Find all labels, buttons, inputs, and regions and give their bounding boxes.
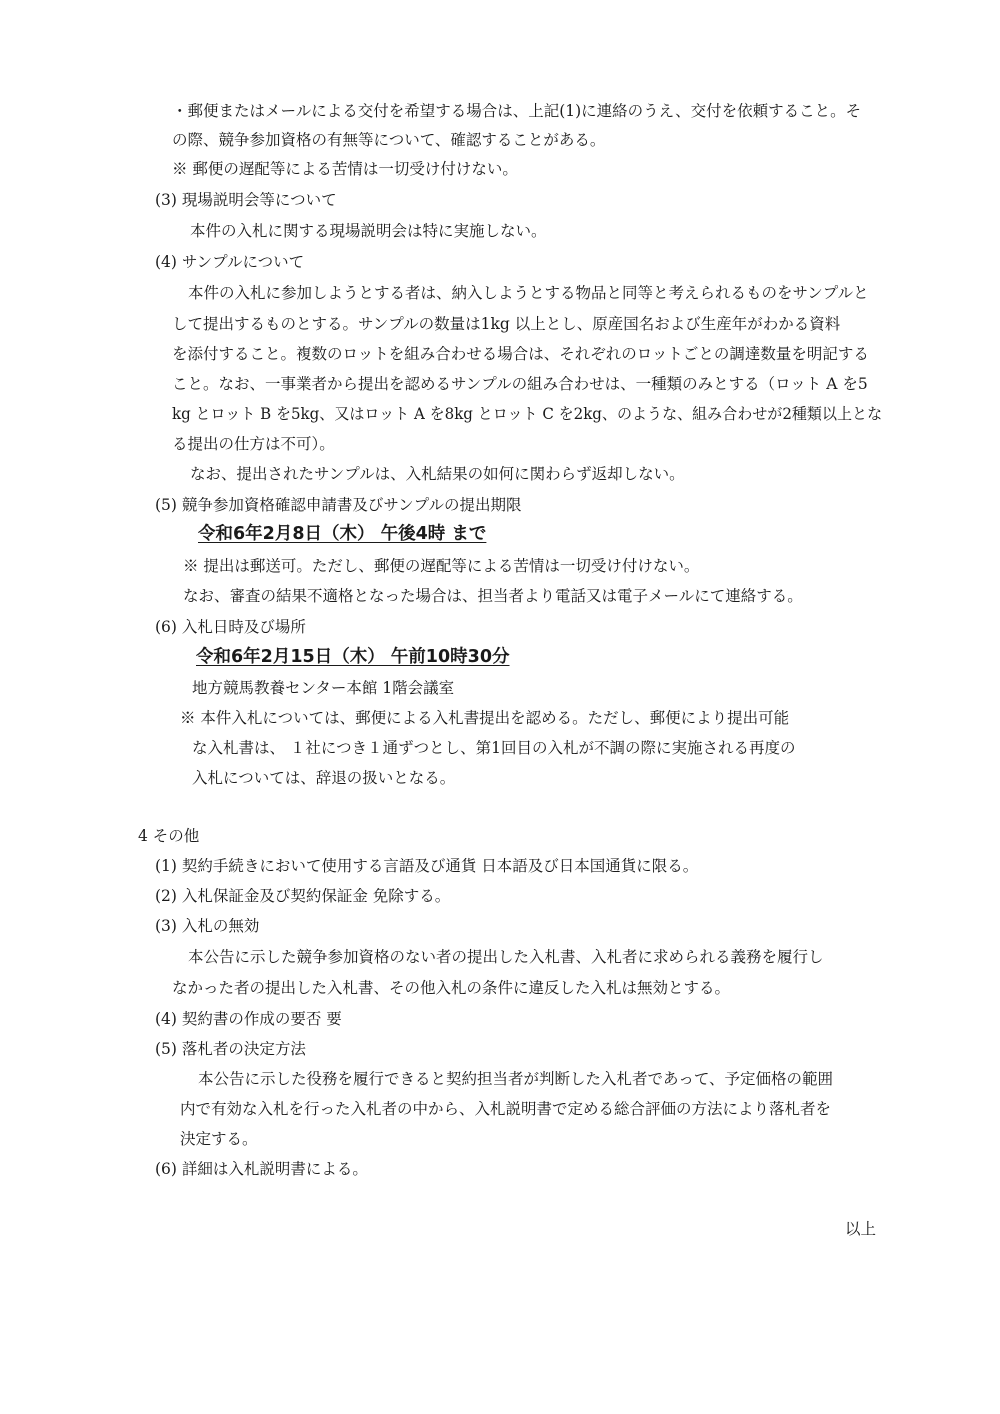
text-line-mail-bid-3: 入札については、辞退の扱いとなる。 xyxy=(192,769,456,787)
item-details: (6) 詳細は入札説明書による。 xyxy=(155,1160,368,1178)
heading-site-briefing: (3) 現場説明会等について xyxy=(155,191,337,209)
section-heading-other: 4 その他 xyxy=(138,827,200,845)
text-line-mail-bid-1: ※ 本件入札については、郵便による入札書提出を認める。ただし、郵便により提出可能 xyxy=(180,709,790,727)
closing-mark: 以上 xyxy=(845,1220,877,1238)
text-line-site-briefing: 本件の入札に関する現場説明会は特に実施しない。 xyxy=(190,222,547,240)
text-line-sample-4: こと。なお、一事業者から提出を認めるサンプルの組み合わせは、一種類のみとする（ロット A を5 xyxy=(172,375,868,393)
text-line-mail-delay-note: ※ 郵便の遅配等による苦情は一切受け付けない。 xyxy=(172,160,518,178)
bid-place: 地方競馬教養センター本館 1階会議室 xyxy=(192,679,455,697)
text-line-mail-bid-2: な入札書は、 １社につき１通ずつとし、第1回目の入札が不調の際に実施される再度の xyxy=(192,739,796,757)
heading-winner-decision: (5) 落札者の決定方法 xyxy=(155,1040,306,1058)
text-line-mail-allowed: ※ 提出は郵送可。ただし、郵便の遅配等による苦情は一切受け付けない。 xyxy=(183,557,700,575)
text-line-delivery-request: ・郵便またはメールによる交付を希望する場合は、上記(1)に連絡のうえ、交付を依頼すること。そ xyxy=(172,102,862,120)
bid-datetime: 令和6年2月15日（木） 午前10時30分 xyxy=(196,647,510,667)
heading-bid-invalid: (3) 入札の無効 xyxy=(155,917,260,935)
text-line-sample-3: を添付すること。複数のロットを組み合わせる場合は、それぞれのロットごとの調達数量を明記する xyxy=(172,345,869,363)
text-line-sample-no-return: なお、提出されたサンプルは、入札結果の如何に関わらず返却しない。 xyxy=(190,465,685,483)
text-line-bid-invalid-1: 本公告に示した競争参加資格のない者の提出した入札書、入札者に求められる義務を履行し xyxy=(188,948,824,966)
text-line-sample-2: して提出するものとする。サンプルの数量は1kg 以上とし、原産国名および生産年がわかる資料 xyxy=(172,315,841,333)
heading-sample: (4) サンプルについて xyxy=(155,253,305,271)
item-contract-document: (4) 契約書の作成の要否 要 xyxy=(155,1010,342,1028)
text-line-sample-1: 本件の入札に参加しようとする者は、納入しようとする物品と同等と考えられるものをサンプルと xyxy=(188,284,869,302)
item-language-currency: (1) 契約手続きにおいて使用する言語及び通貨 日本語及び日本国通貨に限る。 xyxy=(155,857,699,875)
text-line-sample-6: る提出の仕方は不可）。 xyxy=(172,435,335,453)
text-line-winner-3: 決定する。 xyxy=(180,1130,258,1148)
text-line-winner-1: 本公告に示した役務を履行できると契約担当者が判断した入札者であって、予定価格の範囲 xyxy=(198,1070,834,1088)
heading-submission-deadline: (5) 競争参加資格確認申請書及びサンプルの提出期限 xyxy=(155,496,522,514)
item-bid-security: (2) 入札保証金及び契約保証金 免除する。 xyxy=(155,887,451,905)
heading-bid-datetime-place: (6) 入札日時及び場所 xyxy=(155,618,306,636)
text-line-sample-5: kg とロット B を5kg、又はロット A を8kg とロット C を2kg、のような、組み合わせが2種類以上とな xyxy=(172,405,883,423)
text-line-winner-2: 内で有効な入札を行った入札者の中から、入札説明書で定める総合評価の方法により落札者を xyxy=(180,1100,832,1118)
text-line-bid-invalid-2: なかった者の提出した入札書、その他入札の条件に違反した入札は無効とする。 xyxy=(172,979,731,997)
text-line-delivery-confirm: の際、競争参加資格の有無等について、確認することがある。 xyxy=(172,131,606,149)
text-line-ineligible-contact: なお、審査の結果不適格となった場合は、担当者より電話又は電子メールにて連絡する。 xyxy=(183,587,803,605)
submission-deadline-datetime: 令和6年2月8日（木） 午後4時 まで xyxy=(198,524,487,544)
